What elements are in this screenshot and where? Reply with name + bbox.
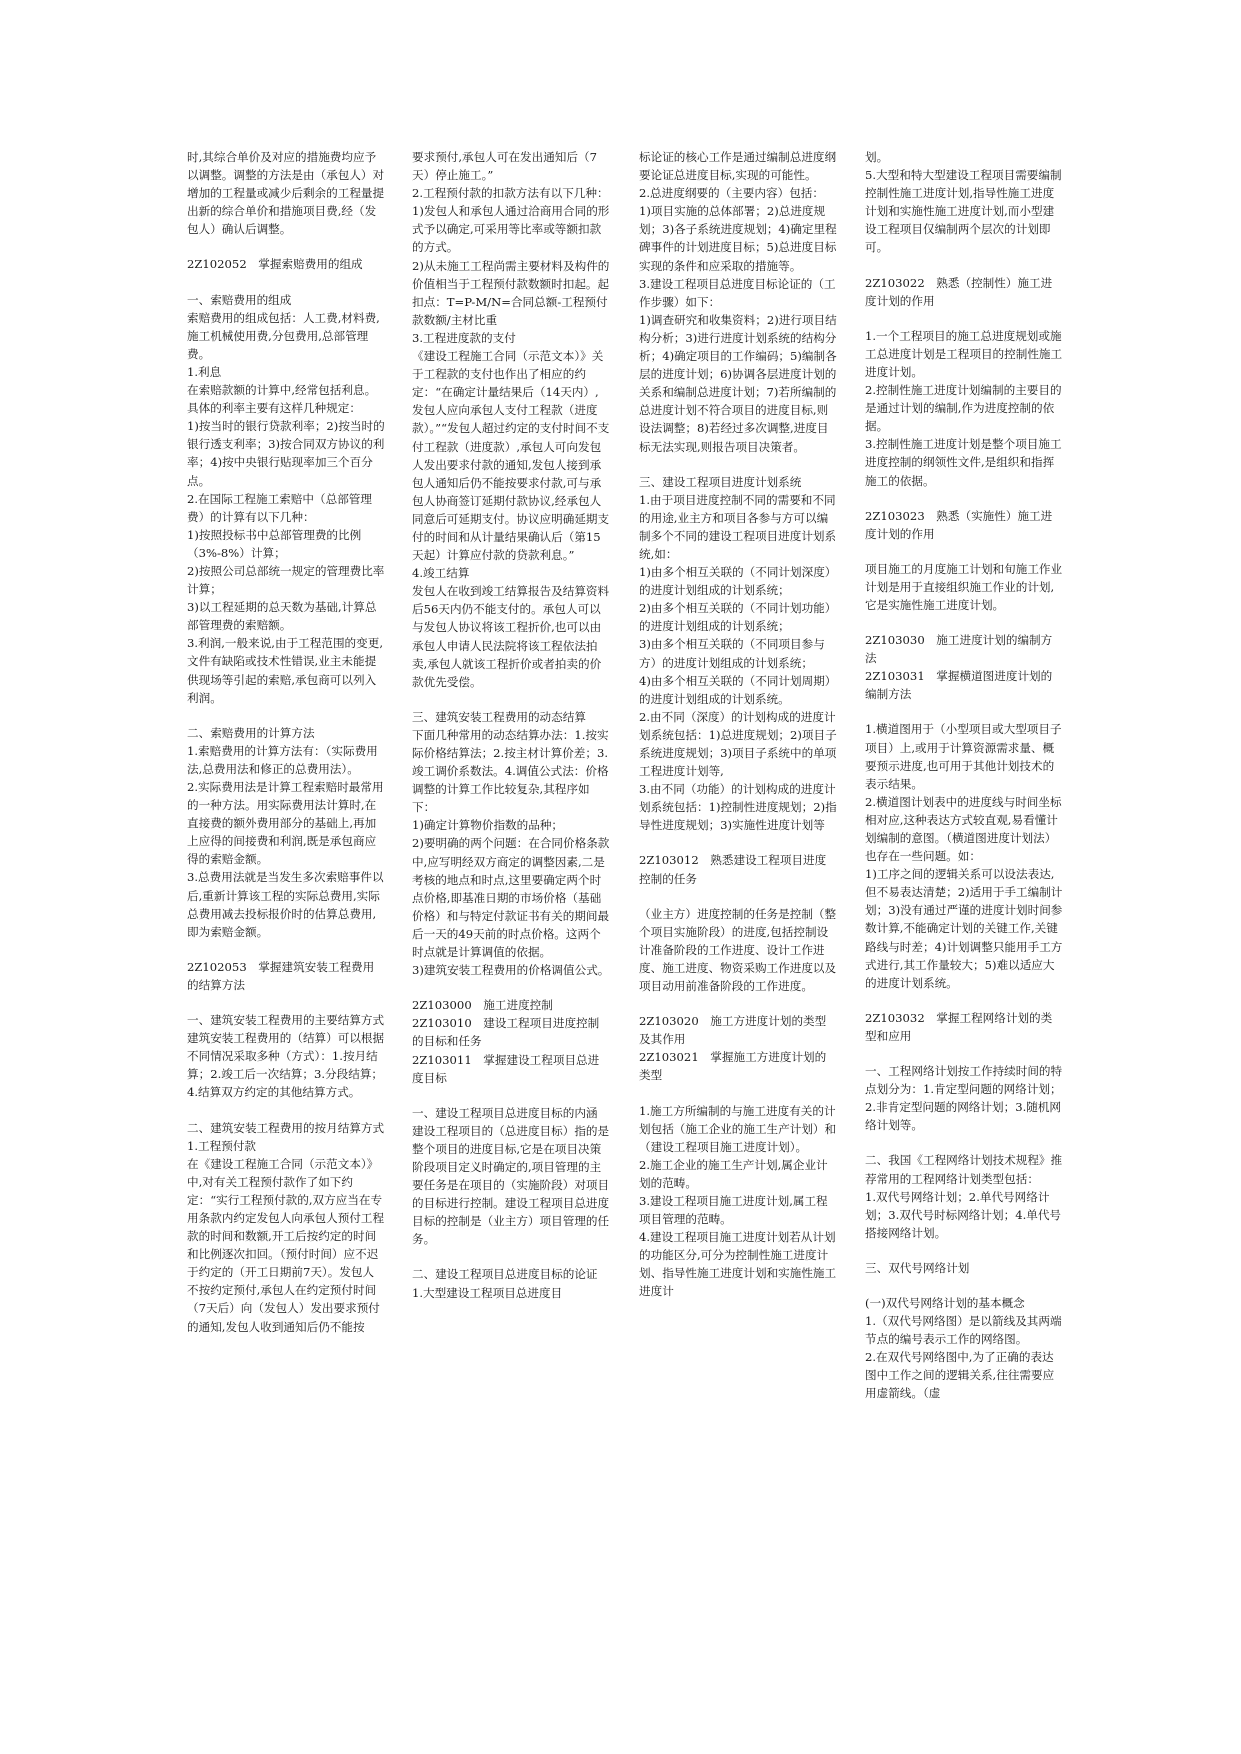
text-paragraph: 2Z103023 熟悉（实施性）施工进度计划的作用 — [865, 508, 1053, 541]
text-paragraph: 项目施工的月度施工计划和旬施工作业计划是用于直接组织施工作业的计划,它是实施性施工进度计划。 — [865, 561, 1063, 612]
text-paragraph: 划。 5.大型和特大型建设工程项目需要编制控制性施工进度计划,指导性施工进度计划和实施性施工进度计划,而小型建设工程项目仅编制两个层次的计划即可。 — [865, 150, 1062, 255]
paragraph-spacer — [865, 1242, 1063, 1259]
paragraph-spacer — [865, 992, 1063, 1009]
text-paragraph: 标论证的核心工作是通过编制总进度纲要论证总进度目标,实现的可能性。 2.总进度纲要的（主要内容）包括： 1)项目实施的总体部署；2)总进度规划；3)各子系统进度规划；4)确定里程碑事件的计划进度目标；5)总进度目标实现的条件和应采取的措施等。 3.建设工程项目总进度目标论证的（工作步骤）如下： 1)调查研究和收集资料；2)进行项目结构分析；3)进行进度计划系统的结构分析；4)确定项目的工作编码；5)编制各层的进度计划；6)协调各层进度计划的关系和编制总进度计划；7)若所编制的总进度计划不符合项目的进度目标,则设法调整；8)若经过多次调整,进度目标无法实现,则报告项目决策者。 — [639, 150, 837, 454]
text-column-3 — [639, 148, 837, 1301]
text-paragraph: 1.一个工程项目的施工总进度规划或施工总进度计划是工程项目的控制性施工进度计划。 2.控制性施工进度计划编制的主要目的是通过计划的编制,作为进度控制的依据。 3.控制性施工进度计划是整个项目施工进度控制的纲领性文件,是组织和指挥施工的依据。 — [865, 328, 1063, 488]
text-paragraph: 1.横道图用于（小型项目或大型项目子项目）上,或用于计算资源需求量、概要预示进度,也可用于其他计划技术的表示结果。 2.横道图计划表中的进度线与时间坐标相对应,这种表达方式较直观,易看懂计划编制的意图。（横道图进度计划法）也存在一些问题。如： 1)工序之间的逻辑关系可以设法表达,但不易表达清楚；2)适用于手工编制计划；3)没有通过严谨的进度计划时间参数计算,不能确定计划的关键工作,关键路线与时差；4)计划调整只能用手工方式进行,其工作量较大；5)难以适应大的进度计划系统。 — [865, 722, 1063, 990]
paragraph-spacer — [865, 310, 1063, 327]
paragraph-spacer — [412, 979, 610, 996]
paragraph-spacer — [187, 1102, 385, 1119]
paragraph-spacer — [639, 456, 837, 473]
text-paragraph: 2Z103032 掌握工程网络计划的类型和应用 — [865, 1010, 1053, 1043]
text-paragraph: 二、我国《工程网络计划技术规程》推荐常用的工程网络计划类型包括： 1.双代号网络计划；2.单代号网络计划；3.双代号时标网络计划；4.单代号搭接网络计划。 — [865, 1153, 1063, 1240]
paragraph-spacer — [412, 1087, 610, 1104]
text-paragraph: (一)双代号网络计划的基本概念 1.（双代号网络图）是以箭线及其两端节点的编号表示工作的网络图。 2.在双代号网络图中,为了正确的表达图中工作之间的逻辑关系,往往需要应用虚箭线。（虚 — [865, 1295, 1062, 1401]
paragraph-spacer — [412, 1248, 610, 1265]
document-page — [187, 148, 1067, 1608]
text-paragraph: 1.施工方所编制的与施工进度有关的计划包括（施工企业的施工生产计划）和（建设工程项目施工进度计划）。 2.施工企业的施工生产计划,属企业计划的范畴。 3.建设工程项目施工进度计划,属工程项目管理的范畴。 4.建设工程项目施工进度计划若从计划的功能区分,可分为控制性施工进度计划、指导性施工进度计划和实施性施工进度计 — [639, 1103, 837, 1299]
text-paragraph: 一、工程网络计划按工作持续时间的特点划分为：1.肯定型问题的网络计划；2.非肯定型问题的网络计划；3.随机网络计划等。 — [865, 1064, 1063, 1133]
text-paragraph: 一、索赔费用的组成 索赔费用的组成包括：人工费,材料费,施工机械使用费,分包费用,总部管理费。 1.利息 在索赔款额的计算中,经常包括利息。具体的利率主要有这样几种规定： 1)按当时的银行贷款利率；2)按当时的银行透支利率；3)按合同双方协议的利率；4)按中央银行贴现率加三个百分点。 2.在国际工程施工索赔中（总部管理费）的计算有以下几种： 1)按照投标书中总部管理费的比例（3%-8%）计算； 2)按照公司总部统一规定的管理费比率计算； 3)以工程延期的总天数为基础,计算总部管理费的索赔额。 3.利润,一般来说,由于工程范围的变更,文件有缺陷或技术性错误,业主未能提供现场等引起的索赔,承包商可以列入利润。 — [187, 292, 385, 705]
text-paragraph: 要求预付,承包人可在发出通知后（7天）停止施工。” 2.工程预付款的扣款方法有以下几种： 1)发包人和承包人通过洽商用合同的形式予以确定,可采用等比率或等额扣款的方式。 2)从未施工工程尚需主要材料及构件的价值相当于工程预付款数额时扣起。起扣点：T=P-M/N=合同总额-工程预付款数额/主材比重 3.工程进度款的支付 《建设工程施工合同（示范文本）》关于工程款的支付也作出了相应的约定：“在确定计量结果后（14天内）,发包人应向承包人支付工程款（进度款）。”“发包人超过约定的支付时间不支付工程款（进度款）,承包人可向发包人发出要求付款的通知,发包人接到承包人通知后仍不能按要求付款,可与承包人协商签订延期付款协议,经承包人同意后可延期支付。协议应明确延期支付的时间和从计量结果确认后（第15天起）计算应付款的贷款利息。” 4.竣工结算 发包人在收到竣工结算报告及结算资料后56天内仍不能支付的。承包人可以与发包人协议将该工程折价,也可以由承包人申请人民法院将该工程依法拍卖,承包人就该工程折价或者拍卖的价款优先受偿。 — [412, 150, 610, 689]
text-paragraph: 一、建设工程项目总进度目标的内涵 建设工程项目的（总进度目标）指的是整个项目的进度目标,它是在项目决策阶段项目定义时确定的,项目管理的主要任务是在项目的（实施阶段）对项目的目标进行控制。建设工程项目总进度目标的控制是（业主方）项目管理的任务。 — [412, 1105, 610, 1247]
paragraph-spacer — [865, 257, 1063, 274]
text-paragraph: 一、建筑安装工程费用的主要结算方式 建筑安装工程费用的（结算）可以根据不同情况采取多种（方式）：1.按月结算；2.竣工后一次结算；3.分段结算；4.结算双方约定的其他结算方式。 — [187, 1013, 385, 1100]
paragraph-spacer — [639, 995, 837, 1012]
text-paragraph: 2Z103000 施工进度控制 2Z103010 建设工程项目进度控制的目标和任务 2Z103011 掌握建设工程项目总进度目标 — [412, 998, 600, 1085]
paragraph-spacer — [639, 888, 837, 905]
paragraph-spacer — [865, 490, 1063, 507]
text-paragraph: 2Z102053 掌握建筑安装工程费用的结算方法 — [187, 959, 375, 992]
paragraph-spacer — [639, 834, 837, 851]
text-column-1 — [187, 148, 385, 1336]
text-paragraph: 二、建设工程项目总进度目标的论证 1.大型建设工程项目总进度目 — [412, 1267, 598, 1300]
paragraph-spacer — [187, 941, 385, 958]
paragraph-spacer — [865, 543, 1063, 560]
text-paragraph: 2Z103030 施工进度计划的编制方法 2Z103031 掌握横道图进度计划的编制方法 — [865, 633, 1053, 702]
paragraph-spacer — [865, 1134, 1063, 1151]
text-paragraph: 三、建筑安装工程费用的动态结算 下面几种常用的动态结算办法：1.按实际价格结算法；2.按主材计算价差；3.竣工调价系数法。4.调值公式法：价格调整的计算工作比较复杂,其程序如下： 1)确定计算物价指数的品种； 2)要明确的两个问题：在合同价格条款中,应写明经双方商定的调整因素,二是考核的地点和时点,这里要确定两个时点价格,即基准日期的市场价格（基础价格）和与特定付款证书有关的期间最后一天的49天前的时点价格。这两个时点就是计算调值的依据。 3)建筑安装工程费用的价格调值公式。 — [412, 709, 610, 978]
text-paragraph: 时,其综合单价及对应的措施费均应予以调整。调整的方法是由（承包人）对增加的工程量或减少后剩余的工程量提出新的综合单价和措施项目费,经（发包人）确认后调整。 — [187, 150, 385, 237]
text-paragraph: 三、建设工程项目进度计划系统 1.由于项目进度控制不同的需要和不同的用途,业主方和项目各参与方可以编制多个不同的建设工程项目进度计划系统,如： 1)由多个相互关联的（不同计划深度）的进度计划组成的计划系统； 2)由多个相互关联的（不同计划功能）的进度计划组成的计划系统； 3)由多个相互关联的（不同项目参与方）的进度计划组成的计划系统； 4)由多个相互关联的（不同计划周期）的进度计划组成的计划系统。 2.由不同（深度）的计划构成的进度计划系统包括：1)总进度规划；2)项目子系统进度规划；3)项目子系统中的单项工程进度计划等, 3.由不同（功能）的计划构成的进度计划系统包括：1)控制性进度规划；2)指导性进度规划；3)实施性进度计划等 — [639, 474, 837, 833]
paragraph-spacer — [412, 691, 610, 708]
text-paragraph: 2Z103020 施工方进度计划的类型及其作用 2Z103021 掌握施工方进度计划的类型 — [639, 1014, 827, 1083]
paragraph-spacer — [639, 1085, 837, 1102]
paragraph-spacer — [187, 238, 385, 255]
paragraph-spacer — [187, 274, 385, 291]
text-column-4 — [865, 148, 1063, 1403]
text-paragraph: 二、索赔费用的计算方法 1.索赔费用的计算方法有：（实际费用法,总费用法和修正的总费用法）。 2.实际费用法是计算工程索赔时最常用的一种方法。用实际费用法计算时,在直接费的额外费用部分的基础上,再加上应得的间接费和利润,既是承包商应得的索赔金额。 3.总费用法就是当发生多次索赔事件以后,重新计算该工程的实际总费用,实际总费用减去投标报价时的估算总费用,即为索赔金额。 — [187, 725, 384, 939]
text-paragraph: 2Z103012 熟悉建设工程项目进度控制的任务 — [639, 853, 827, 886]
paragraph-spacer — [187, 994, 385, 1011]
text-paragraph: 2Z102052 掌握索赔费用的组成 — [187, 257, 363, 272]
text-paragraph: 2Z103022 熟悉（控制性）施工进度计划的作用 — [865, 275, 1053, 308]
text-column-2 — [412, 148, 610, 1302]
paragraph-spacer — [865, 703, 1063, 720]
paragraph-spacer — [865, 614, 1063, 631]
paragraph-spacer — [865, 1277, 1063, 1294]
text-paragraph: 三、双代号网络计划 — [865, 1260, 970, 1275]
paragraph-spacer — [865, 1045, 1063, 1062]
paragraph-spacer — [187, 707, 385, 724]
text-paragraph: 二、建筑安装工程费用的按月结算方式 1.工程预付款 在《建设工程施工合同（示范文本）》中,对有关工程预付款作了如下约定：“实行工程预付款的,双方应当在专用条款内约定发包人向承包人预付工程款的时间和数额,开工后按约定的时间和比例逐次扣回。（预付时间）应不迟于约定的（开工日期前7天）。发包人不按约定预付,承包人在约定预付时间（7天后）向（发包人）发出要求预付的通知,发包人收到通知后仍不能按 — [187, 1120, 385, 1334]
text-paragraph: （业主方）进度控制的任务是控制（整个项目实施阶段）的进度,包括控制设计准备阶段的工作进度、设计工作进度、施工进度、物资采购工作进度以及项目动用前准备阶段的工作进度。 — [639, 906, 837, 994]
